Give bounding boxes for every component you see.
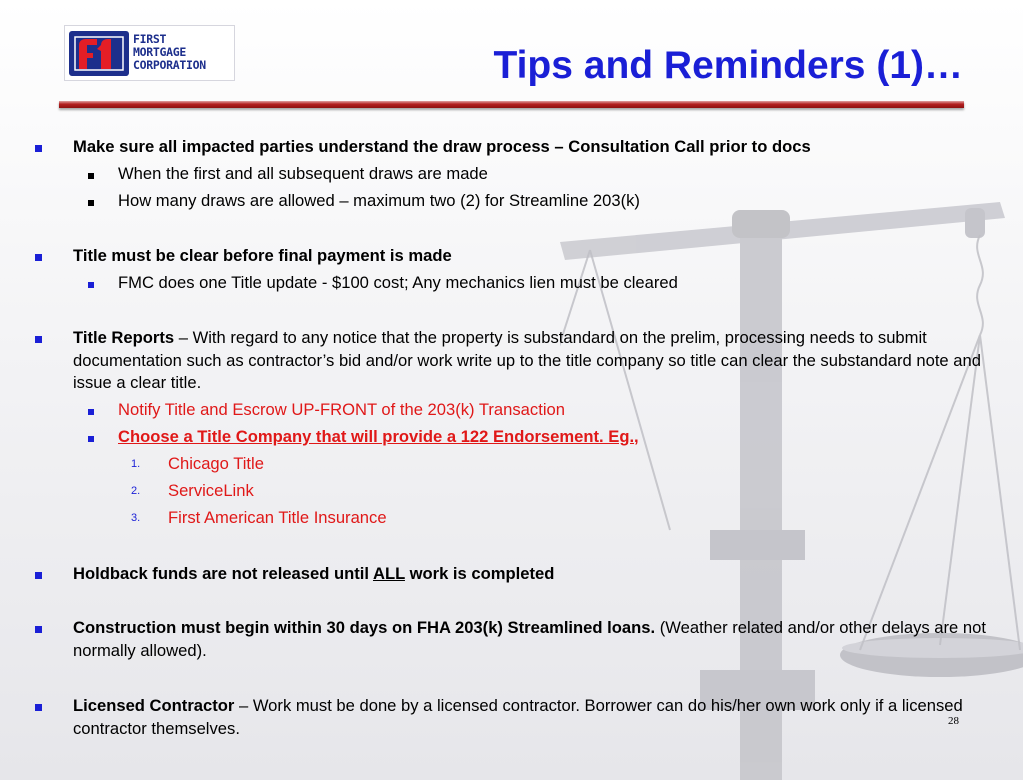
construction-text: (Weather related and/or other delays are not normally allowed). xyxy=(73,618,986,660)
list-number: 3. xyxy=(131,512,141,524)
sub-bullet-choose-title-company: Choose a Title Company that will provide a 122 Endorsement. Eg., xyxy=(118,427,639,446)
construction-lead: Construction must begin within 30 days on FHA 203(k) Streamlined loans. xyxy=(73,618,656,637)
sub-bullet-notify-title: Notify Title and Escrow UP-FRONT of the 203(k) Transaction xyxy=(118,400,565,419)
sub-bullet-marker xyxy=(88,173,94,179)
slide-title: Tips and Reminders (1)… xyxy=(493,44,963,87)
logo-line-1: FIRST xyxy=(133,32,167,46)
sub-bullet-draw-timing: When the first and all subsequent draws are made xyxy=(118,164,488,183)
list-item-servicelink: ServiceLink xyxy=(168,481,254,500)
list-item-first-american: First American Title Insurance xyxy=(168,508,387,527)
bullet-marker xyxy=(35,572,42,579)
logo-line-3: CORPORATION xyxy=(133,58,206,72)
bullet-draw-process: Make sure all impacted parties understand the draw process – Consultation Call prior to docs xyxy=(73,137,811,156)
list-number: 1. xyxy=(131,458,141,470)
sub-bullet-marker xyxy=(88,200,94,206)
title-reports-text: – With regard to any notice that the property is substandard on the prelim, processing needs to submit documentation such as contractor’s bid and/or work write up to the title company so title can clear the substandard note and issue a clear title. xyxy=(73,328,981,392)
holdback-emph: ALL xyxy=(372,564,405,583)
holdback-post: work is completed xyxy=(404,564,555,583)
bullet-title-clear: Title must be clear before final payment is made xyxy=(73,246,452,265)
bullet-holdback-funds xyxy=(73,563,988,586)
sub-bullet-marker xyxy=(88,282,94,288)
sub-bullet-marker xyxy=(88,409,94,415)
sub-bullet-draw-count: How many draws are allowed – maximum two (2) for Streamline 203(k) xyxy=(118,191,640,210)
logo-line-2: MORTGAGE xyxy=(133,45,186,59)
contractor-lead: Licensed Contractor xyxy=(73,696,235,715)
contractor-text: – Work must be done by a licensed contractor. Borrower can do his/her own work only if a licensed contractor themselves. xyxy=(73,696,963,738)
bullet-construction-start xyxy=(73,617,988,662)
bullet-marker xyxy=(35,145,42,152)
sub-bullet-marker xyxy=(88,436,94,442)
bullet-marker xyxy=(35,704,42,711)
bullet-title-reports xyxy=(73,327,988,395)
page-number: 28 xyxy=(948,715,959,727)
bullet-marker xyxy=(35,254,42,261)
list-number: 2. xyxy=(131,485,141,497)
bullet-marker xyxy=(35,336,42,343)
bullet-marker xyxy=(35,626,42,633)
sub-bullet-title-update: FMC does one Title update - $100 cost; Any mechanics lien must be cleared xyxy=(118,273,678,292)
list-item-chicago-title: Chicago Title xyxy=(168,454,264,473)
holdback-pre: Holdback funds are not released until xyxy=(73,564,373,583)
title-reports-lead: Title Reports xyxy=(73,328,175,347)
bullet-licensed-contractor xyxy=(73,695,988,740)
